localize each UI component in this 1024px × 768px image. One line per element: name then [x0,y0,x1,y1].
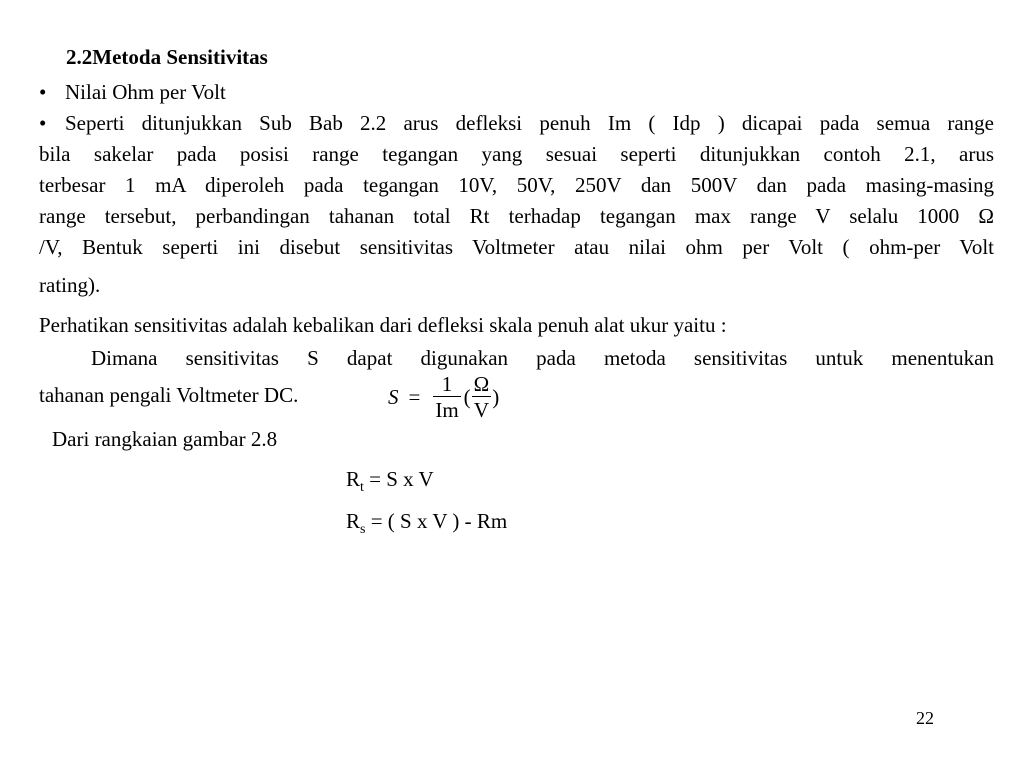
bullet-line-6: rating). [39,273,101,297]
bullet-sensitivity-paragraph [39,108,994,301]
fraction-numerator: 1 [441,372,453,396]
equation-rt [346,464,434,503]
fraction-denominator: Im [435,398,459,422]
equation-symbol: R [346,509,361,533]
paragraph-line-1: Dimana sensitivitas S dapat digunakan pada metoda sensitivitas untuk menentukan [91,346,994,370]
note-text: Perhatikan sensitivitas adalah kebalikan dari defleksi skala penuh alat ukur yaitu : [39,313,727,337]
formula-lhs: S [388,385,399,409]
equation-symbol: R [346,467,361,491]
fraction-one-over-im [433,372,460,423]
bullet-text: Seperti ditunjukkan Sub Bab 2.2 arus defleksi penuh Im ( Idp ) dicapai pada semua range [65,111,994,135]
bullet-marker: • [39,111,47,135]
bullet-line-2: bila sakelar pada posisi range tegangan yang sesuai seperti ditunjukkan contoh 2.1, arus [39,142,994,166]
fraction-ohm-over-volt [472,372,492,423]
bullet-line-3: terbesar 1 mA diperoleh pada tegangan 10V, 50V, 250V dan 500V dan pada masing-masing [39,173,994,197]
equation-rhs: = S x V [363,467,434,491]
bullet-line-4: range tersebut, perbandingan tahanan total Rt terhadap tegangan max range V selalu 1000 Ω [39,204,994,228]
equation-subscript: t [360,480,364,495]
bullet-line-5: /V, Bentuk seperti ini disebut sensitivitas Voltmeter atau nilai ohm per Volt ( ohm-per Volt [39,235,994,259]
bullet-text: Nilai Ohm per Volt [65,80,226,104]
formula-equals: = [408,385,421,409]
sensitivity-paragraph [39,343,994,411]
bullet-line-1 [39,108,994,139]
bullet-marker: • [39,80,47,104]
equation-subscript: s [360,522,366,537]
formula-open-paren: ( [463,385,471,409]
paragraph-line-2: tahanan pengali Voltmeter DC. [39,383,299,407]
section-heading: 2.2Metoda Sensitivitas [66,45,268,69]
bullet-ohm-per-volt [39,77,994,108]
fraction-numerator: Ω [473,372,490,396]
formula-close-paren: ) [492,385,500,409]
page-number: 22 [916,708,934,728]
equation-rs [346,506,507,545]
equation-rhs: = ( S x V ) - Rm [365,509,508,533]
circuit-reference: Dari rangkaian gambar 2.8 [52,427,278,451]
sensitivity-formula [388,372,499,423]
fraction-denominator: V [473,398,490,422]
